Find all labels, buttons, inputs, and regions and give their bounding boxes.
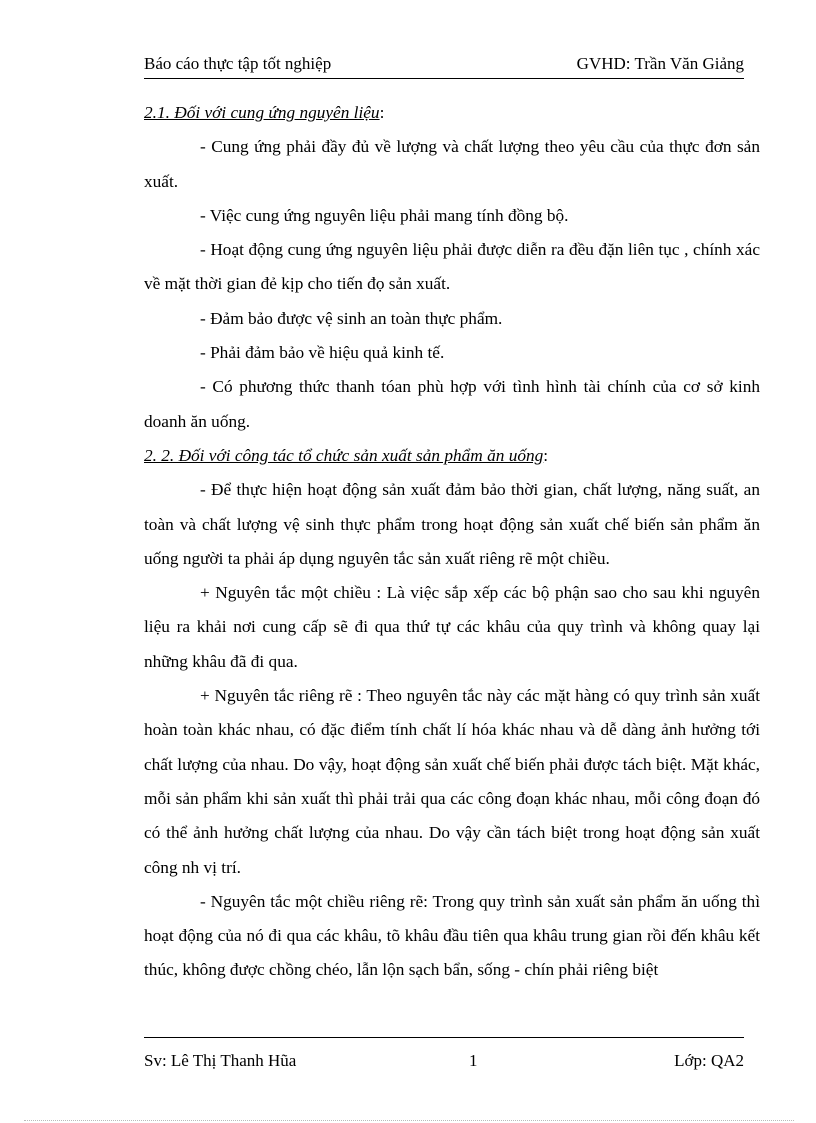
paragraph: + Nguyên tắc riêng rẽ : Theo nguyên tắc này các mặt hàng có quy trình sản xuất hoàn toàn khác nhau, có đặc điểm tính chất lí hóa khác nhau và dễ dàng ảnh hưởng tới chất lượng của nhau. Do vậy, hoạt động sản xuất chế biến phải được tách biệt. Mặt khác, mỗi sản phẩm khi sản xuất thì phải trải qua các công đoạn khác nhau, mỗi công đoạn đó có thể ảnh hưởng chất lượng của nhau. Do vậy cần tách biệt trong hoạt động sản xuất công nh vị trí.	[144, 686, 760, 877]
footer-student-name: Sv: Lê Thị Thanh Hũa	[144, 1051, 297, 1070]
section-heading-2-2	[144, 439, 760, 473]
paragraph: - Việc cung ứng nguyên liệu phải mang tính đồng bộ.	[200, 205, 569, 225]
footer-divider	[144, 1037, 744, 1038]
footer-page-number: 1	[469, 1051, 478, 1070]
paragraph: - Cung ứng phải đầy đủ về lượng và chất lượng theo yêu cầu của thực đơn sản xuất.	[144, 137, 760, 191]
paragraph: - Đảm bảo được vệ sinh an toàn thực phẩm.	[200, 308, 503, 328]
page-content	[144, 96, 760, 988]
paragraph: - Có phương thức thanh tóan phù hợp với tình hình tài chính của cơ sở kinh doanh ăn uống.	[144, 377, 760, 431]
paragraph: + Nguyên tắc một chiều : Là việc sắp xếp các bộ phận sao cho sau khi nguyên liệu ra khải nơi cung cấp sẽ đi qua thứ tự các khâu của quy trình và không quay lại những khâu đã đi qua.	[144, 583, 760, 671]
section-heading-2-1	[144, 96, 760, 130]
header-supervisor: GVHD: Trần Văn Giảng	[576, 54, 744, 73]
paragraph: - Hoạt động cung ứng nguyên liệu phải được diễn ra đều đặn liên tục , chính xác về mặt thời gian đẻ kịp cho tiến đọ sản xuất.	[144, 240, 760, 294]
page-footer	[144, 1051, 744, 1075]
paragraph: - Phải đảm bảo về hiệu quả kinh tế.	[200, 343, 445, 363]
footer-class: Lớp: QA2	[674, 1051, 744, 1070]
section-heading-2-1-colon: :	[379, 103, 385, 122]
section-heading-2-2-colon: :	[543, 445, 549, 465]
section-heading-2-2-text: 2. 2. Đối với công tác tổ chức sản xuất sản phẩm ăn uống	[144, 445, 544, 465]
section-heading-2-1-text: 2.1. Đối với cung ứng nguyên liệu	[144, 103, 380, 122]
header-report-title: Báo cáo thực tập tốt nghiệp	[144, 54, 332, 73]
paragraph: - Nguyên tắc một chiều riêng rẽ: Trong quy trình sản xuất sản phẩm ăn uống thì hoạt động của nó đi qua các khâu, tõ khâu đầu tiên qua khâu trung gian rồi đến khâu kết thúc, không được chồng chéo, lẫn lộn sạch bẩn, sống - chín phải riêng biệt	[144, 891, 760, 980]
page-bottom-border	[24, 1120, 794, 1121]
paragraph: - Để thực hiện hoạt động sản xuất đảm bảo thời gian, chất lượng, năng suất, an toàn và chất lượng vệ sinh thực phẩm trong hoạt động sản xuất chế biến sản phẩm ăn uống người ta phải áp dụng nguyên tắc sản xuất riêng rẽ một chiều.	[144, 480, 760, 568]
page-header	[144, 52, 744, 79]
